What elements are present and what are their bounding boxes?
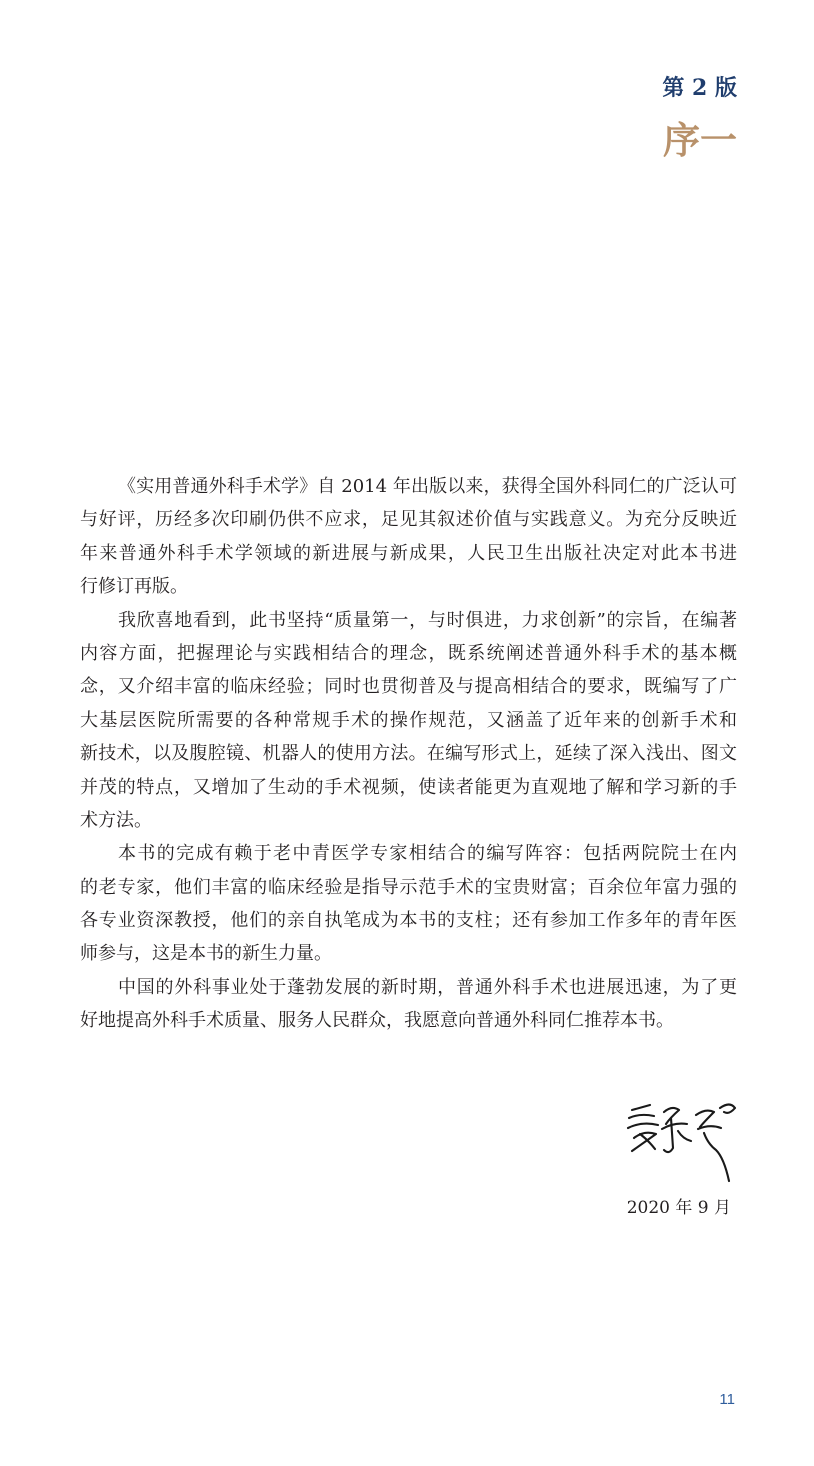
paragraph-3 (80, 837, 737, 971)
signature-stroke (628, 1105, 658, 1151)
text-line: 各专业资深教授，他们的亲自执笔成为本书的支柱；还有参加工作多年的青年医 (80, 910, 737, 932)
edition-label: 第 2 版 (662, 75, 737, 101)
text-line: 《实用普通外科手术学》自 2014 年出版以来，获得全国外科同仁的广泛认可 (118, 476, 737, 497)
text-line: 内容方面，把握理论与实践相结合的理念，既系统阐述普通外科手术的基本概 (80, 642, 737, 664)
signature (620, 1088, 740, 1188)
text-line: 我欣喜地看到，此书坚持“质量第一，与时俱进，力求创新”的宗旨，在编著 (118, 609, 737, 631)
text-line: 新技术，以及腹腔镜、机器人的使用方法。在编写形式上，延续了深入浅出、图文 (80, 743, 737, 765)
text-line: 的老专家，他们丰富的临床经验是指导示范手术的宝贵财富；百余位年富力强的 (80, 876, 737, 898)
page-title: 序一 (663, 118, 737, 162)
text-line: 术方法。 (80, 809, 152, 831)
text-line: 师参与，这是本书的新生力量。 (80, 943, 332, 965)
page-number: 11 (719, 1391, 735, 1408)
text-line: 大基层医院所需要的各种常规手术的操作规范，又涵盖了近年来的创新手术和 (80, 709, 737, 731)
text-line: 念，又介绍丰富的临床经验；同时也贯彻普及与提高相结合的要求，既编写了广 (80, 676, 737, 698)
date: 2020 年 9 月 (626, 1198, 731, 1218)
text-line: 并茂的特点，又增加了生动的手术视频，使读者能更为直观地了解和学习新的手 (80, 776, 737, 798)
preface-body (80, 470, 737, 1038)
paragraph-2 (80, 604, 737, 838)
paragraph-4 (80, 971, 737, 1038)
text-line: 好地提高外科手术质量、服务人民群众，我愿意向普通外科同仁推荐本书。 (80, 1010, 674, 1032)
text-line: 与好评，历经多次印刷仍供不应求，足见其叙述价值与实践意义。为充分反映近 (80, 509, 737, 531)
signature-stroke (696, 1105, 735, 1182)
paragraph-1 (80, 470, 737, 604)
text-line: 中国的外科事业处于蓬勃发展的新时期，普通外科手术也进展迅速，为了更 (118, 976, 737, 998)
text-line: 本书的完成有赖于老中青医学专家相结合的编写阵容：包括两院院士在内 (118, 843, 737, 865)
text-line: 行修订再版。 (80, 576, 188, 598)
signature-stroke (662, 1108, 691, 1152)
text-line: 年来普通外科手术学领域的新进展与新成果，人民卫生出版社决定对此本书进 (80, 542, 737, 564)
